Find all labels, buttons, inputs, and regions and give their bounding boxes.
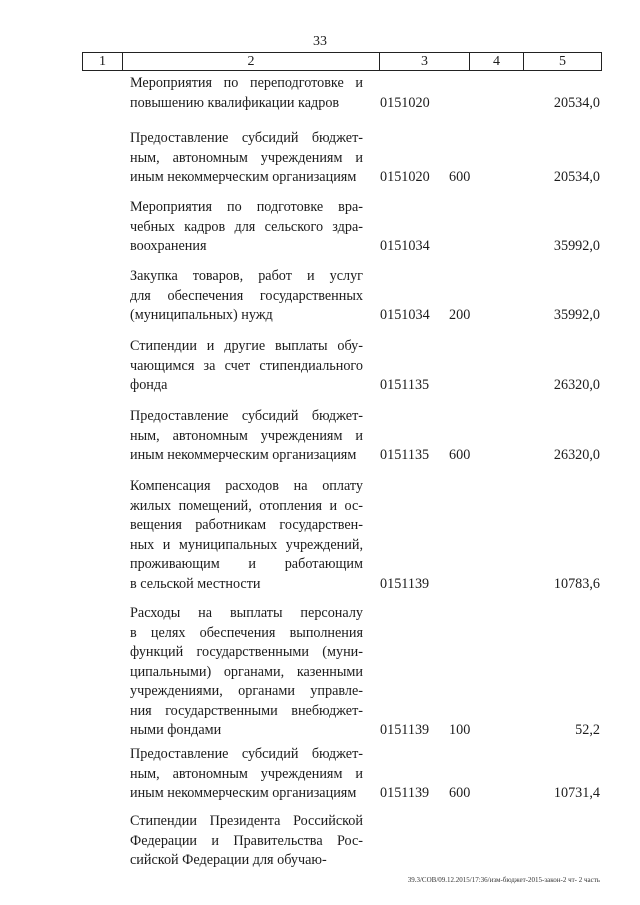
table-row [0, 745, 640, 804]
row-description [130, 812, 363, 871]
description-line: иным некоммерческим организациям [130, 785, 357, 801]
row-amount: 10783,6 [553, 575, 600, 592]
description-line: функций государственными (муни- [130, 644, 363, 660]
table-row [0, 74, 640, 113]
header-col-1: 1 [82, 53, 122, 70]
row-amount: 35992,0 [553, 238, 600, 254]
description-line: ципальными) органами, казенными [130, 663, 363, 680]
description-line: ным, автономным учреждениям и [130, 765, 363, 782]
table-row [0, 477, 640, 594]
description-line: ния государственными внебюджет- [130, 702, 363, 719]
description-line: повышению квалификации кадров [130, 94, 340, 111]
description-line: Стипендии Президента Российской [130, 813, 363, 829]
description-line: Расходы на выплаты персоналу [130, 605, 363, 621]
row-description [130, 337, 363, 396]
header-col-4: 4 [469, 53, 523, 70]
row-amount: 35992,0 [553, 307, 600, 323]
row-amount: 52,2 [575, 722, 600, 738]
row-description [130, 477, 363, 594]
row-code: 0151135 [380, 377, 430, 393]
row-description [130, 407, 363, 466]
description-line: воохранения [130, 238, 207, 254]
row-type-code: 200 [449, 307, 471, 323]
table-row [0, 812, 640, 871]
description-line: вещения работникам государствен- [130, 517, 363, 533]
description-line: иным некоммерческим организациям [130, 447, 357, 463]
description-line: (муниципальных) нужд [130, 307, 273, 323]
table-row [0, 267, 640, 326]
description-line: ным, автономным учреждениям и [130, 149, 363, 166]
description-line: ным, автономным учреждениям и [130, 427, 363, 444]
row-description [130, 745, 363, 804]
description-line: Предоставление субсидий бюджет- [130, 130, 363, 146]
row-description [130, 604, 363, 741]
row-amount: 20534,0 [553, 94, 600, 111]
row-code: 0151034 [380, 238, 430, 254]
description-line: Компенсация расходов на оплату [130, 478, 363, 494]
row-type-code: 600 [449, 169, 471, 185]
description-line: проживающим и работающим [130, 556, 363, 572]
description-line: жилых помещений, отопления и ос- [130, 497, 363, 514]
description-line: чающимся за счет стипендиального [130, 357, 363, 374]
header-col-2: 2 [122, 53, 379, 70]
description-line: в целях обеспечения выполнения [130, 624, 363, 641]
description-line: ных и муниципальных учреждений, [130, 536, 363, 553]
row-type-code: 600 [449, 785, 471, 801]
description-line: учреждениями, органами управле- [130, 683, 363, 699]
description-line: чебных кадров для сельского здра- [130, 218, 363, 235]
description-line: сийской Федерации для обучаю- [130, 852, 327, 868]
row-code: 0151139 [380, 785, 430, 801]
table-row [0, 407, 640, 466]
header-col-5: 5 [523, 53, 602, 70]
row-amount: 10731,4 [553, 785, 600, 801]
table-row [0, 129, 640, 188]
description-line: Предоставление субсидий бюджет- [130, 408, 363, 424]
table-row [0, 604, 640, 741]
row-amount: 26320,0 [553, 377, 600, 393]
row-code: 0151034 [380, 307, 430, 323]
row-code: 0151020 [380, 94, 430, 111]
row-amount: 26320,0 [553, 447, 600, 463]
row-code: 0151139 [380, 575, 430, 592]
row-description [130, 129, 363, 188]
table-header-row [82, 52, 602, 71]
description-line: иным некоммерческим организациям [130, 169, 357, 185]
page-number: 33 [313, 34, 327, 49]
description-line: для обеспечения государственных [130, 287, 363, 304]
row-code: 0151020 [380, 169, 430, 185]
description-line: Мероприятия по подготовке вра- [130, 199, 363, 215]
table-row [0, 337, 640, 396]
description-line: в сельской местности [130, 575, 261, 592]
description-line: фонда [130, 377, 168, 393]
row-type-code: 600 [449, 447, 471, 463]
table-row [0, 198, 640, 257]
row-code: 0151139 [380, 722, 430, 738]
row-description [130, 198, 363, 257]
row-amount: 20534,0 [553, 169, 600, 185]
description-line: Федерации и Правительства Рос- [130, 832, 363, 849]
row-description [130, 267, 363, 326]
description-line: Мероприятия по переподготовке и [130, 75, 363, 91]
row-code: 0151135 [380, 447, 430, 463]
row-description [130, 74, 363, 113]
row-type-code: 100 [449, 722, 471, 738]
description-line: Предоставление субсидий бюджет- [130, 746, 363, 762]
description-line: Стипендии и другие выплаты обу- [130, 338, 363, 354]
description-line: ными фондами [130, 722, 222, 738]
description-line: Закупка товаров, работ и услуг [130, 268, 363, 284]
header-col-3: 3 [379, 53, 469, 70]
document-footer: 39.3/СОВ/09.12.2015/17:36/изм-бюджет-2015-закон-2 чт- 2 часть [407, 876, 600, 884]
